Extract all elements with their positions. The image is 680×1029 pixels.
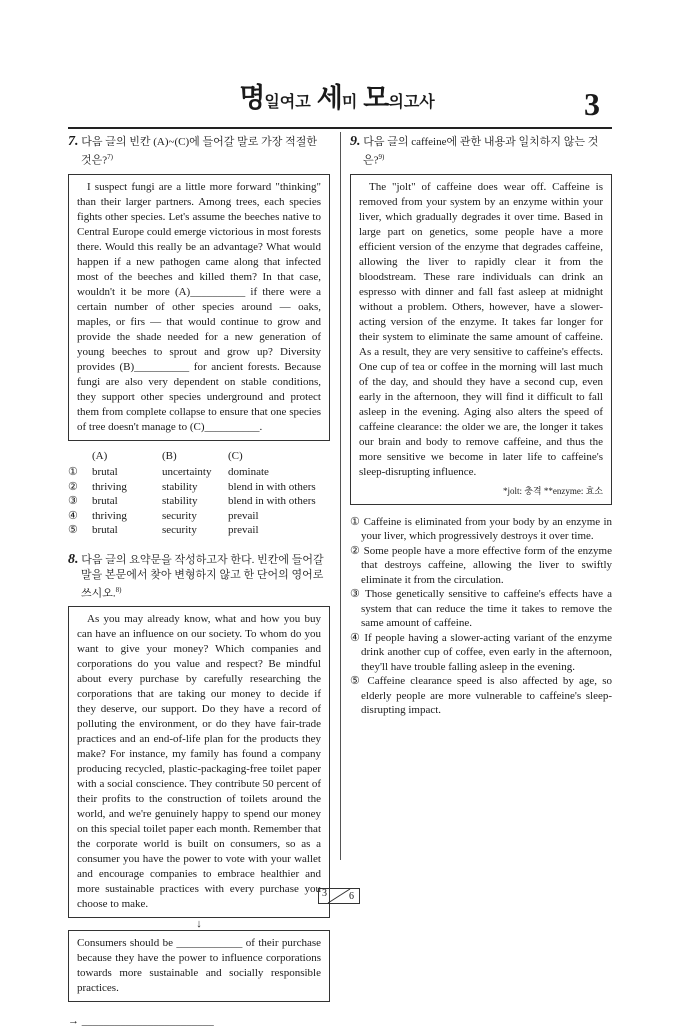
- option-4[interactable]: ④ If people having a slower-acting variant of the enzyme drink another cup of coffee, even early in the afternoon, they'll have trouble falling asleep in the evening.: [350, 631, 612, 673]
- column-divider: [340, 132, 341, 860]
- option-b: security: [162, 509, 197, 522]
- option-mark[interactable]: ⑤: [68, 524, 78, 537]
- option-b: security: [162, 524, 197, 537]
- option-c: dominate: [228, 466, 269, 479]
- header-a: (A): [92, 449, 108, 462]
- title-part: 세: [316, 83, 342, 114]
- option-a: brutal: [92, 495, 118, 508]
- option-row[interactable]: [68, 494, 330, 509]
- prompt-text: 다음 글의 caffeine에 관한 내용과 일치하지 않는 것은?: [363, 136, 599, 167]
- option-mark[interactable]: ②: [68, 480, 78, 493]
- option-b: stability: [162, 480, 198, 493]
- exam-title: [0, 76, 680, 115]
- option-b: uncertainty: [162, 466, 212, 479]
- current-page: 3: [322, 888, 327, 899]
- summary-text: Consumers should be ____________ of their purchase because they have the power to influence corporations towards more sustainable and socially responsible practices.: [77, 937, 321, 995]
- option-a: brutal: [92, 524, 118, 537]
- passage-text: The "jolt" of caffeine does wear off. Caffeine is removed from your system by an enzyme within your liver, which gradually degrades it over time. Based in large part on genetics, some people have a more efficient version of the enzyme that degrades caffeine, allowing the liver to rapidly clear it from the bloodstream. These rare individuals can drink an espresso with dinner and fall fast asleep at midnight without a problem. Others, however, have a slower-acting version of the enzyme. It takes far longer for their system to eliminate the same amount of caffeine. As a result, they are very sensitive to caffeine's effects. One cup of tea or coffee in the morning will last much of the day, and should they have a second cup, even early in the afternoon, they will find it difficult to fall asleep in the evening. Aging also alters the speed of caffeine clearance: the older we are, the longer it takes our brain and body to remove caffeine, and thus the more sensitive we become in later life to caffeine's sleep-disrupting influence.: [359, 180, 603, 478]
- option-5[interactable]: ⑤ Caffeine clearance speed is also affected by age, so elderly people are more vulnerable to caffeine's sleep-disrupting impact.: [350, 675, 612, 717]
- footnote-ref: 9): [378, 153, 385, 161]
- title-part: 미: [341, 92, 358, 111]
- option-3[interactable]: ③ Those genetically sensitive to caffeine's effects have a system that can reduce the time it takes to remove the same amount of caffeine.: [350, 588, 612, 630]
- page-indicator: [318, 888, 360, 904]
- title-part: 의고사: [388, 92, 435, 111]
- option-a: thriving: [92, 480, 127, 493]
- glossary: *jolt: 충격 **enzyme: 효소: [502, 485, 603, 496]
- header-c: (C): [228, 449, 243, 462]
- page-number: 3: [584, 86, 600, 122]
- option-row[interactable]: [68, 480, 330, 495]
- question-9-prompt: [350, 134, 612, 169]
- option-a: thriving: [92, 509, 127, 522]
- question-8-prompt: [68, 552, 330, 602]
- option-2[interactable]: ② Some people have a more effective form of the enzyme that destroys caffeine, allowing the liver to swiftly eliminate it from the circulation.: [350, 544, 612, 586]
- options-header-row: [68, 449, 330, 466]
- passage-text: As you may already know, what and how you buy can have an influence on our society. To whom do you want to give your money? Which companies and corporations do you value and respect? Be mindful about every purchase by carefully researching the corporations that are taking our money to decide if they deserve, our support. Do they have a record of polluting the environment, or do they have fair-trade practices and an end-of-life plan for the products they make? For instance, my family has found a company producing recycled, plastic-packaging-free toilet paper with a social conscience. They contribute 50 percent of their profits to the construction of toilets around the world, and we're genuinely happy to spend our money on this special toilet paper each month. Remember that the corporate world is built on consumers, so as a consumer you have the power to vote with your wallet and encourage companies to embrace healthier and more sustainable practices with every purchase you choose to make.: [77, 613, 321, 911]
- question-7-passage-box: [68, 174, 330, 441]
- option-row[interactable]: [68, 523, 330, 538]
- down-arrow-icon: ↓: [196, 918, 202, 931]
- question-9-options: [350, 515, 612, 718]
- option-mark[interactable]: ④: [68, 509, 78, 522]
- question-7-options: [68, 449, 330, 538]
- option-c: prevail: [228, 524, 259, 537]
- option-c: blend in with others: [228, 495, 316, 508]
- question-7-prompt: [68, 134, 330, 169]
- passage-text: I suspect fungi are a little more forward "thinking" than their larger partners. Among trees, each species fights other species. Let's assume the beeches native to Central Europe could emerge victorious in most forests there. Would this really be an advantage? What would happen if a new pathogen came along that infected most of the beeches and killed them? In that case, wouldn't it be more (A)__________ if there were a certain number of other species around — oaks, maples, or firs — that would continue to grow and provide the shade needed for a new generation of young beeches to sprout and grow up? Diversity provides (B)__________ for ancient forests. Because fungi are also very dependent on stable conditions, they support other species underground and protect them from complete collapse to ensure that one species of tree doesn't manage to (C)__________.: [77, 180, 321, 433]
- footnote-ref: 8): [115, 585, 122, 594]
- answer-line[interactable]: → ________________________: [68, 1015, 214, 1028]
- option-c: blend in with others: [228, 480, 316, 493]
- header-b: (B): [162, 449, 177, 462]
- option-row[interactable]: [68, 465, 330, 480]
- header-rule: [68, 127, 612, 129]
- option-c: prevail: [228, 509, 259, 522]
- option-row[interactable]: [68, 509, 330, 524]
- question-number: 8.: [68, 551, 79, 567]
- left-column: [68, 134, 330, 1029]
- question-8-summary-box: [68, 930, 330, 1002]
- question-number: 7.: [68, 134, 79, 149]
- question-8-passage-box: [68, 606, 330, 918]
- option-a: brutal: [92, 466, 118, 479]
- option-b: stability: [162, 495, 198, 508]
- title-part: 명: [239, 83, 265, 114]
- right-column: [350, 134, 612, 718]
- option-1[interactable]: ① Caffeine is eliminated from your body by an enzyme in your liver, which progressively destroys it over time.: [350, 515, 612, 543]
- option-mark[interactable]: ①: [68, 466, 78, 479]
- total-pages: 6: [349, 891, 354, 902]
- question-9-passage-box: [350, 174, 612, 505]
- title-part: 일여고: [264, 92, 311, 111]
- prompt-text: 다음 글의 빈칸 (A)~(C)에 들어갈 말로 가장 적절한 것은?: [81, 136, 318, 167]
- prompt-text: 다음 글의 요약문을 작성하고자 한다. 빈칸에 들어갈 말을 본문에서 찾아 변형하지 않고 한 단어의 영어로 쓰시오.: [81, 553, 324, 600]
- option-mark[interactable]: ③: [68, 495, 78, 508]
- title-part: 모: [363, 83, 389, 114]
- question-number: 9.: [350, 134, 361, 149]
- footnote-ref: 7): [107, 153, 113, 161]
